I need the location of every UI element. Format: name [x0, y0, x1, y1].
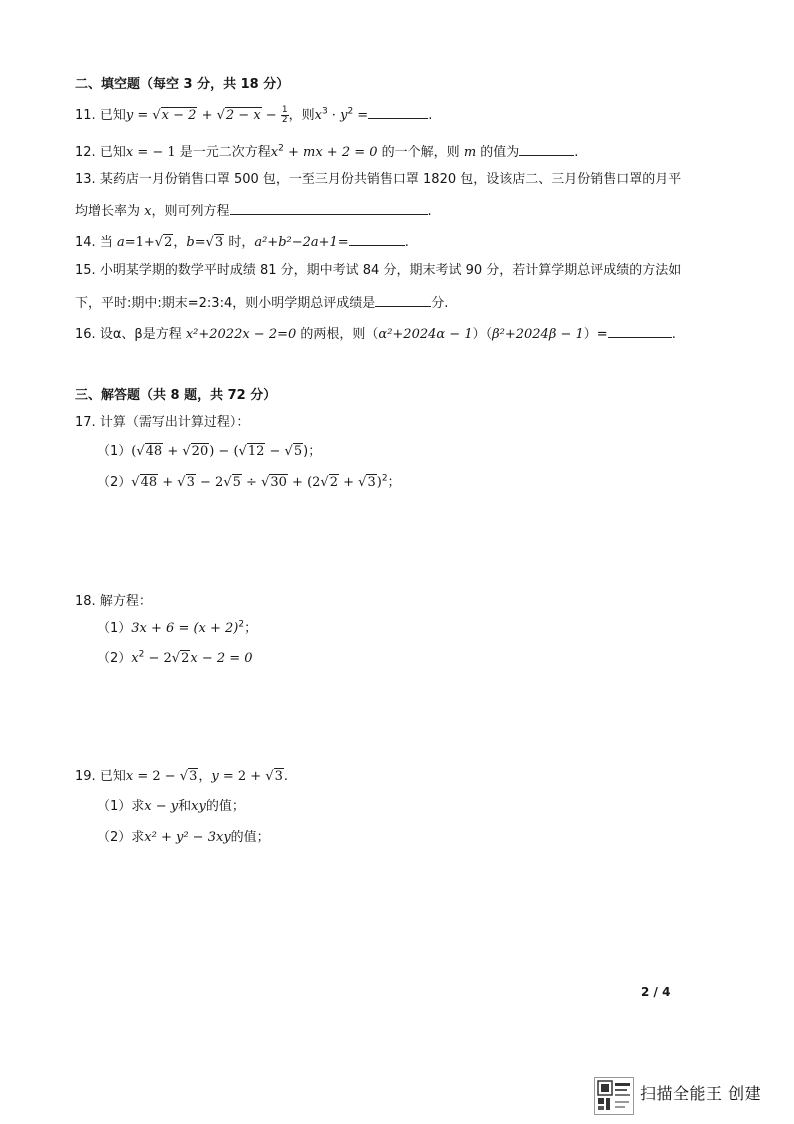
question-19-part-1: （1）求x − y和xy的值； — [97, 799, 245, 814]
question-17-part-1: （1）(√48 + √20) − (√12 − √5)； — [97, 444, 322, 459]
answer-blank[interactable] — [368, 105, 428, 119]
radical: √2 — [320, 475, 338, 490]
radical: √3 — [205, 235, 224, 250]
fraction: $\frac{1}{2}$ — [281, 105, 288, 125]
radical: √2 − x — [216, 108, 261, 123]
answer-blank[interactable] — [230, 201, 428, 215]
radical: √3 — [179, 769, 198, 784]
answer-blank[interactable] — [519, 142, 574, 156]
radical: √20 — [182, 444, 209, 459]
question-18-part-2: $(2)x^2 - 2√2x - 2 = 0$ — [97, 649, 253, 666]
radical: √48 — [131, 475, 158, 490]
radical: √x − 2 — [152, 108, 197, 123]
question-16: 16. 设α、β是方程 x²+2022x − 2=0 的两根，则（α²+2024α − 1）（β²+2024β − 1）= . — [75, 324, 676, 344]
answer-blank[interactable] — [608, 324, 672, 338]
footer-watermark-text: 扫描全能王 创建 — [640, 1084, 762, 1103]
radical: √5 — [223, 475, 241, 490]
radical: √30 — [261, 475, 287, 490]
question-18: 18. 解方程： — [75, 594, 152, 609]
question-11: 11. 已知y = √x − 2 + √2 − x − $\frac{1}{2}$ ，则$x^3 \cdot y^2$ = . — [75, 105, 433, 125]
question-19: 19. 已知x = 2 − √3，y = 2 + √3. — [75, 769, 289, 784]
page-number: 2 / 4 — [641, 985, 671, 999]
radical: √2 — [171, 651, 190, 666]
radical: √2 — [154, 235, 173, 250]
radical: √3 — [358, 475, 376, 490]
question-17: 17. 计算（需写出计算过程）： — [75, 415, 250, 430]
radical: √3 — [177, 475, 195, 490]
question-18-part-1: $(1)3x + 6 = (x + 2)^2$； — [97, 619, 258, 636]
question-12: 12. 已知x = − 1 是一元二次方程$x^2$ + mx + 2 = 0 的一个解，则 m 的值为 . — [75, 143, 579, 160]
camscanner-logo-icon — [594, 1077, 634, 1115]
answer-blank[interactable] — [349, 232, 405, 246]
section-2-heading: 二、填空题（每空 3 分，共 18 分） — [75, 77, 290, 92]
answer-blank[interactable] — [375, 293, 431, 307]
question-15-line-2: 下，平时:期中:期末=2:3:4，则小明学期总评成绩是 分. — [75, 293, 448, 313]
question-14: 14. 当 a=1+√2，b=√3 时，a²+b²−2a+1= . — [75, 232, 409, 252]
question-13-line-2: 均增长率为 x，则可列方程 . — [75, 201, 432, 221]
question-17-part-2: $(2)√48 + √3 - 2√5 \div √30 + (2√2 + √3)^2$； — [97, 473, 401, 490]
section-3-heading: 三、解答题（共 8 题，共 72 分） — [75, 388, 277, 403]
question-15-line-1: 15. 小明某学期的数学平时成绩 81 分，期中考试 84 分，期末考试 90 分，若计算学期总评成绩的方法如 — [75, 263, 682, 278]
radical: √12 — [238, 444, 265, 459]
radical: √5 — [284, 444, 303, 459]
radical: √3 — [265, 769, 283, 784]
question-13-line-1: 13. 某药店一月份销售口罩 500 包，一至三月份共销售口罩 1820 包，设该店二、三月份销售口罩的月平 — [75, 172, 682, 187]
radical: √48 — [136, 444, 163, 459]
question-19-part-2: （2）求x² + y² − 3xy的值； — [97, 830, 270, 845]
